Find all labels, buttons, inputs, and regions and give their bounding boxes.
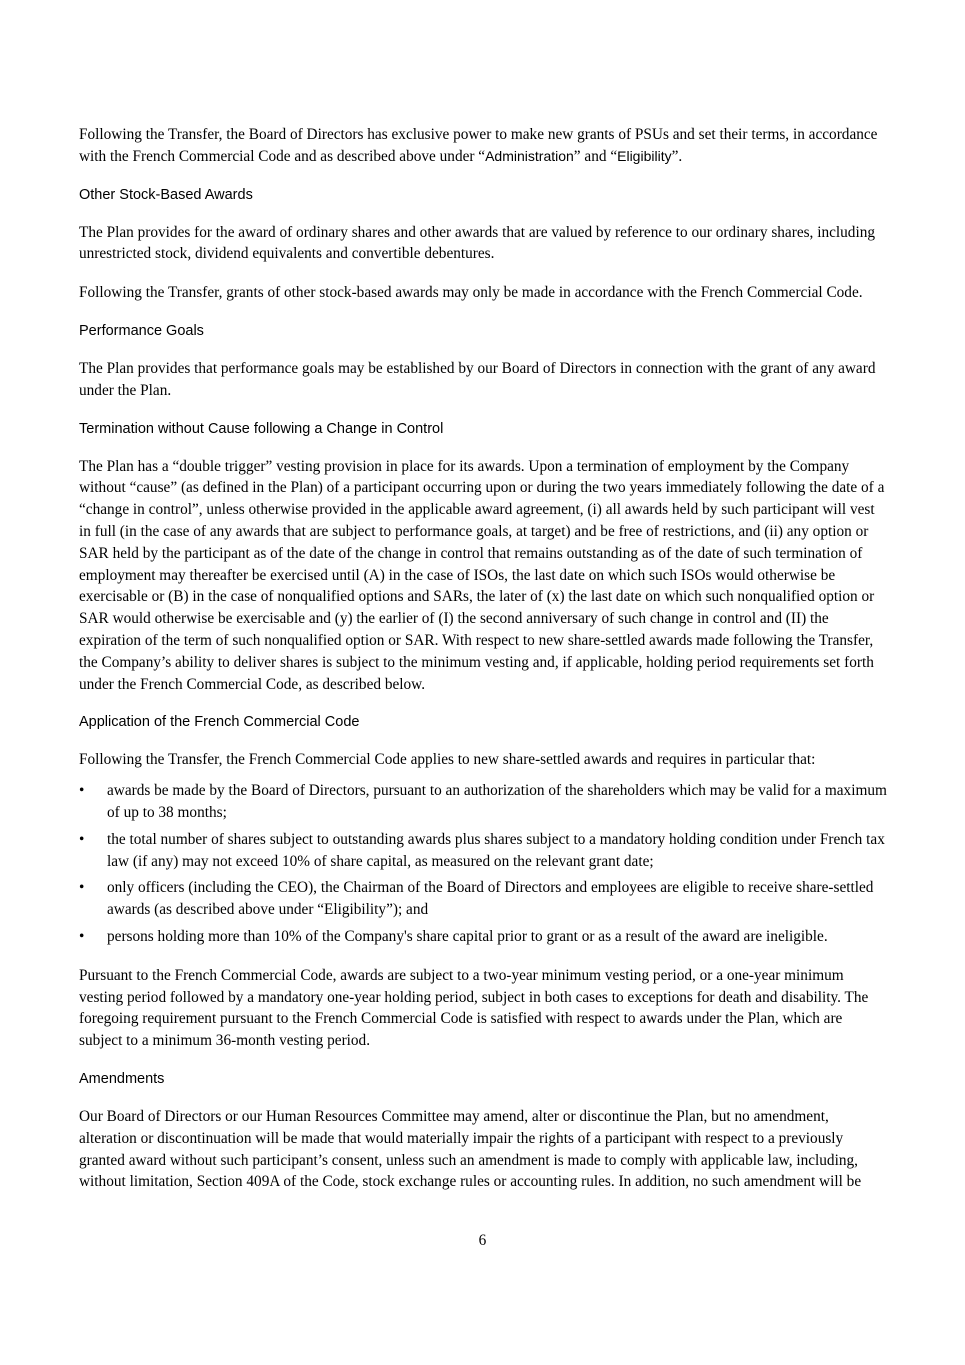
- french-code-intro: Following the Transfer, the French Commercial Code applies to new share-settled awards and requires in particular that:: [79, 751, 816, 769]
- performance-goals-heading: Performance Goals: [79, 322, 204, 339]
- page-content: [79, 124, 887, 1210]
- list-item-text: persons holding more than 10% of the Company's share capital prior to grant or as a result of the award are ineligible.: [107, 927, 828, 945]
- list-item-text: the total number of shares subject to outstanding awards plus shares subject to a mandatory holding condition under French tax law (if any) may not exceed 10% of share capital, as measured on the relevant grant date;: [107, 830, 885, 870]
- performance-goals-paragraph: The Plan provides that performance goals may be established by our Board of Directors in connection with the grant of any award under the Plan.: [79, 359, 876, 399]
- vesting-period-paragraph: Pursuant to the French Commercial Code, awards are subject to a two-year minimum vesting period, or a one-year minimum vesting period followed by a mandatory one-year holding period, subject in both cases to exceptions for death and disability. The foregoing requirement pursuant to the French Commercial Code is satisfied with respect to awards under the Plan, which are subject to a minimum 36-month vesting period.: [79, 966, 869, 1050]
- intro-text-end: ”.: [671, 147, 683, 165]
- other-awards-paragraph: The Plan provides for the award of ordinary shares and other awards that are valued by reference to our ordinary shares, including unrestricted stock, dividend equivalents and convertible debentures.: [79, 223, 875, 263]
- bullet-icon: •: [79, 879, 85, 897]
- other-awards-transfer-paragraph: Following the Transfer, grants of other stock-based awards may only be made in accordance with the French Commercial Code.: [79, 284, 863, 302]
- intro-text-connector: ” and “: [573, 147, 618, 165]
- intro-text: Following the Transfer, the Board of Directors has exclusive power to make new grants of PSUs and set their terms, in accordance with the French Commercial Code and as described above under “: [79, 126, 878, 165]
- amendments-heading: Amendments: [79, 1070, 165, 1087]
- other-awards-heading: Other Stock-Based Awards: [79, 186, 253, 203]
- list-item-text: awards be made by the Board of Directors, pursuant to an authorization of the shareholders which may be valid for a maximum of up to 38 months;: [107, 782, 887, 821]
- list-item: [79, 877, 887, 921]
- bullet-icon: •: [79, 927, 85, 945]
- french-code-requirements-list: [79, 780, 887, 948]
- eligibility-reference: Eligibility: [617, 147, 672, 164]
- termination-heading: Termination without Cause following a Change in Control: [79, 420, 444, 437]
- list-item-text: only officers (including the CEO), the Chairman of the Board of Directors and employees are eligible to receive share-settled awards (as described above under “Eligibility”); and: [107, 879, 874, 919]
- list-item: [79, 926, 887, 948]
- administration-reference: Administration: [485, 147, 574, 164]
- termination-paragraph: The Plan has a “double trigger” vesting provision in place for its awards. Upon a termination of employment by the Company without “cause” (as defined in the Plan) of a participant occurring upon or during the two years immediately following the date of a “change in control”, unless otherwise provided in the applicable award agreement, (i) all awards held by such participant will vest in full (in the case of any awards that are subject to performance goals, at target) and be free of restrictions, and (ii) any option or SAR held by the participant as of the date of the change in control that remains outstanding as of the date of such termination of employment may thereafter be exercised until (A) in the case of ISOs, the last date on which such ISOs would otherwise be exercisable or (B) in the case of nonqualified options and SARs, the later of (x) the last date on which such nonqualified option or SAR would otherwise be exercisable and (y) the earlier of (I) the second anniversary of such change in control and (II) the expiration of the term of such nonqualified option or SAR. With respect to new share-settled awards made following the Transfer, the Company’s ability to deliver shares is subject to the minimum vesting and, if applicable, holding period requirements set forth under the French Commercial Code, as described below.: [79, 457, 885, 693]
- list-item: [79, 829, 887, 873]
- amendments-paragraph: Our Board of Directors or our Human Resources Committee may amend, alter or discontinue the Plan, but no amendment, alteration or discontinuation will be made that would materially impair the rights of a participant with respect to a previously granted award without such participant’s consent, unless such an amendment is made to comply with applicable law, including, without limitation, Section 409A of the Code, stock exchange rules or accounting rules. In addition, no such amendment will be: [79, 1107, 862, 1191]
- french-code-heading: Application of the French Commercial Code: [79, 714, 360, 731]
- page-number: 6: [478, 1232, 487, 1249]
- list-item: [79, 780, 887, 824]
- bullet-icon: •: [79, 782, 85, 800]
- intro-paragraph: [79, 124, 887, 168]
- bullet-icon: •: [79, 830, 85, 848]
